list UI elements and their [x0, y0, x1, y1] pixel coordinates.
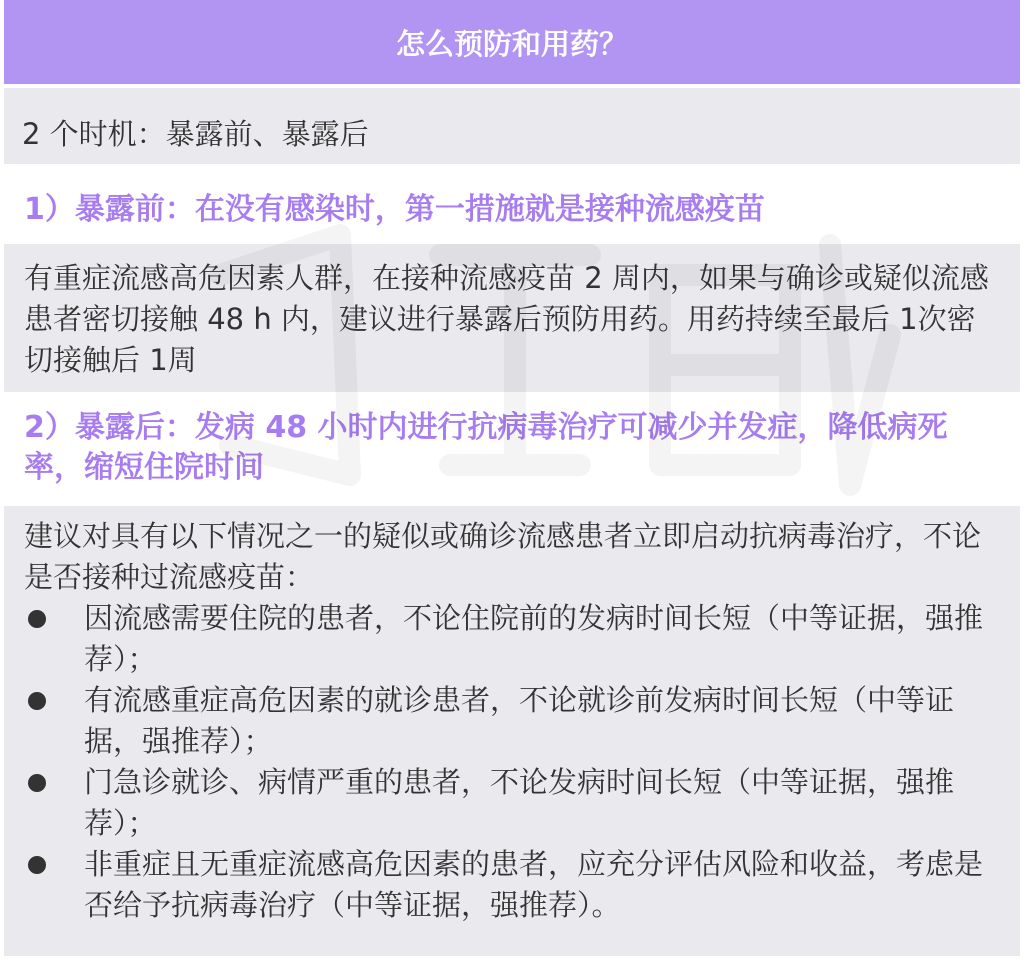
list-item: [24, 762, 1002, 844]
list-item-text: 门急诊就诊、病情严重的患者，不论发病时间长短（中等证据，强推荐）；: [84, 765, 955, 840]
list-item-text: 因流感需要住院的患者，不论住院前的发病时间长短（中等证据，强推荐）；: [84, 601, 984, 676]
list-item-text: 非重症且无重症流感高危因素的患者，应充分评估风险和收益，考虑是否给予抗病毒治疗（中等证据，强推荐）。: [84, 847, 984, 922]
after-detail-row: [4, 506, 1020, 956]
after-heading: 2）暴露后：发病 48 小时内进行抗病毒治疗可减少并发症，降低病死率，缩短住院时间: [24, 410, 948, 485]
list-item-text: 有流感重症高危因素的就诊患者，不论就诊前发病时间长短（中等证据，强推荐）；: [84, 683, 955, 758]
before-text: 有重症流感高危因素人群，在接种流感疫苗 2 周内，如果与确诊或疑似流感患者密切接触 48 h 内，建议进行暴露后预防用药。用药持续至最后 1次密切接触后 1周: [24, 261, 989, 377]
before-heading-row: [4, 168, 1020, 240]
before-heading: 1）暴露前：在没有感染时，第一措施就是接种流感疫苗: [24, 192, 765, 227]
timing-text: 2 个时机：暴露前、暴露后: [22, 117, 369, 151]
list-item: [24, 598, 1002, 680]
header-title: 怎么预防和用药？: [395, 26, 628, 61]
timing-row: [4, 88, 1020, 164]
before-detail-row: [4, 244, 1020, 392]
table-header: [4, 0, 1020, 84]
bullet-dot-icon: [28, 610, 46, 628]
bullet-dot-icon: [28, 692, 46, 710]
list-item: [24, 680, 1002, 762]
after-intro: 建议对具有以下情况之一的疑似或确诊流感患者立即启动抗病毒治疗，不论是否接种过流感疫苗：: [24, 519, 982, 594]
bullet-dot-icon: [28, 774, 46, 792]
bullet-list: [24, 598, 1002, 926]
list-item: [24, 844, 1002, 926]
after-heading-row: [4, 396, 1020, 502]
bullet-dot-icon: [28, 856, 46, 874]
